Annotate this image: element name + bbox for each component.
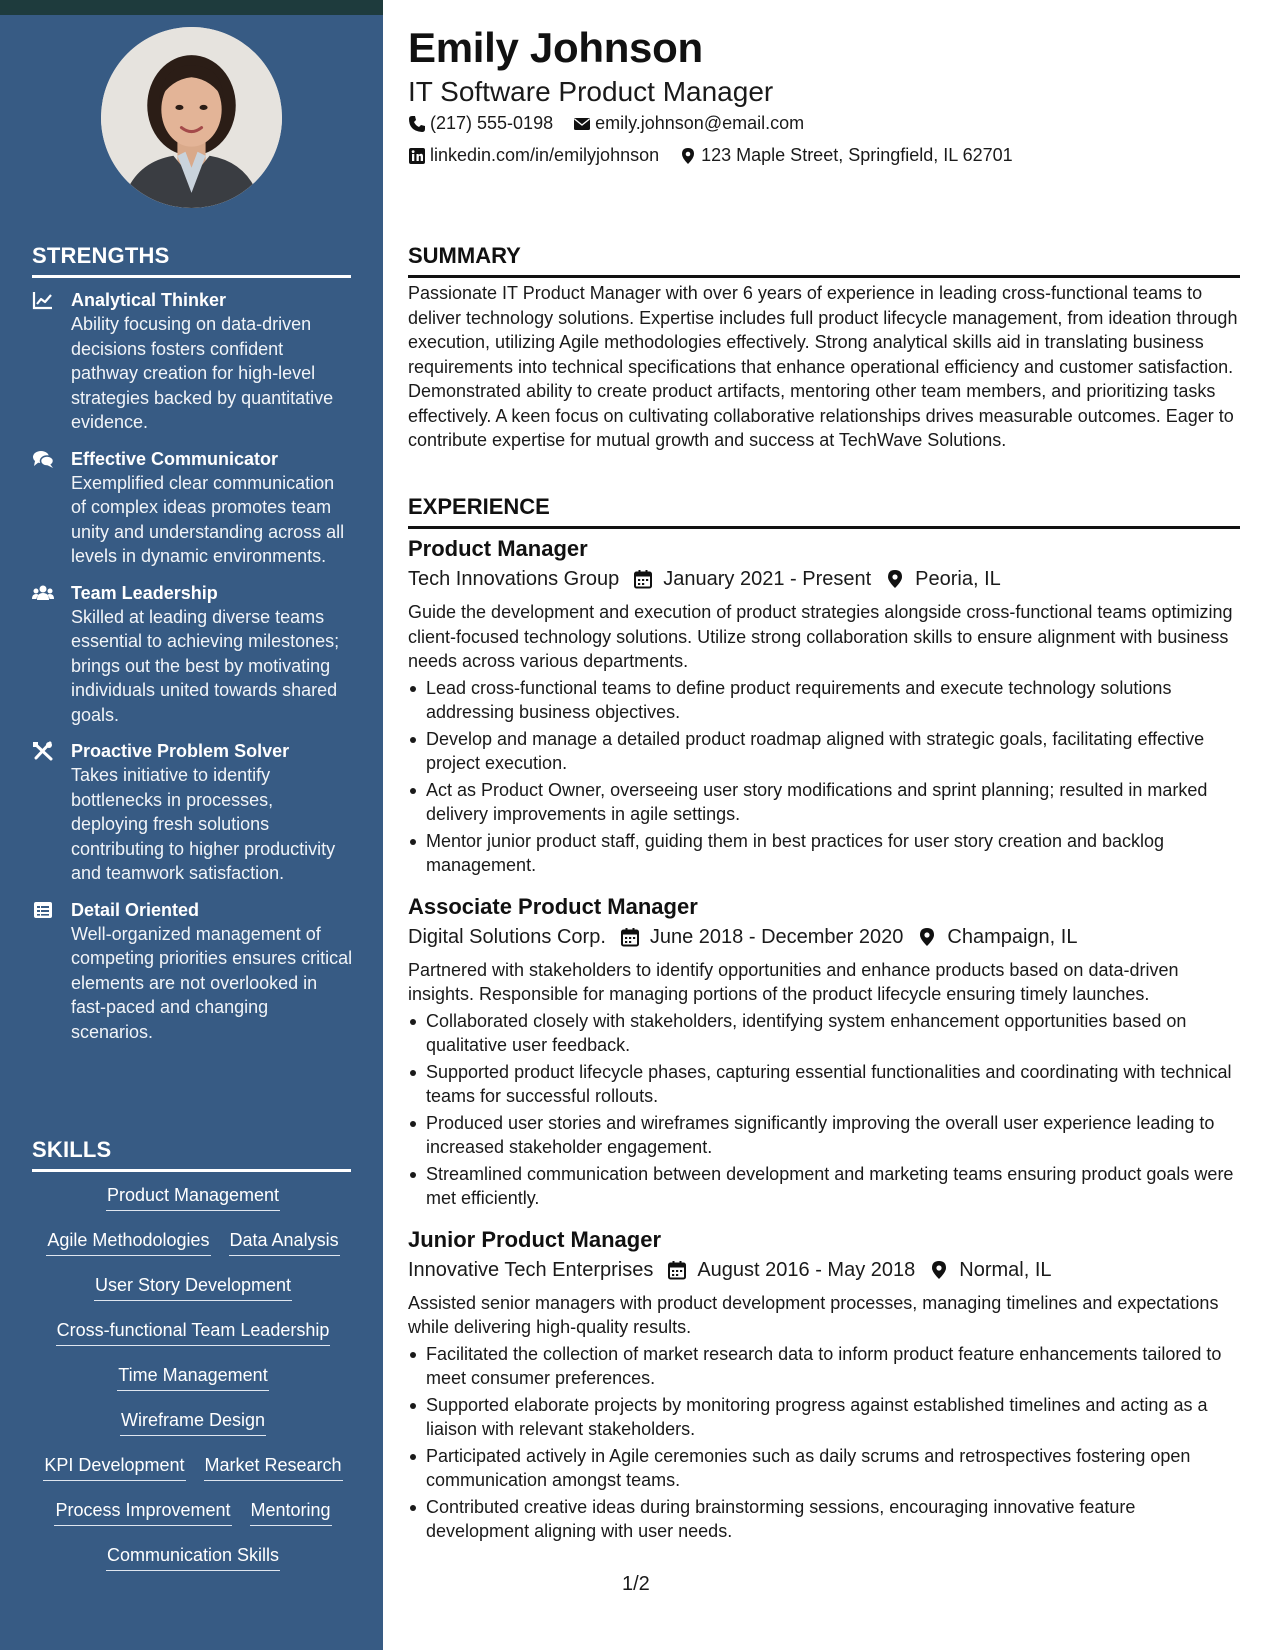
linkedin-text: linkedin.com/in/emilyjohnson (430, 145, 660, 165)
job-entry (408, 534, 1240, 878)
list-item: Supported product lifecycle phases, capturing essential functionalities and coordinating with technical teams for successful rollouts. (408, 1060, 1240, 1109)
skill-tag: KPI Development (43, 1453, 185, 1481)
job-bullets (408, 1342, 1240, 1544)
skill-tag: Wireframe Design (120, 1408, 266, 1436)
strength-title: Effective Communicator (71, 448, 279, 469)
address-text: 123 Maple Street, Springfield, IL 62701 (701, 145, 1013, 165)
users-icon (32, 583, 54, 603)
email-contact[interactable] (573, 113, 804, 134)
email-text: emily.johnson@email.com (595, 113, 805, 133)
company-name: Innovative Tech Enterprises (408, 1258, 654, 1281)
map-pin-icon (679, 147, 697, 165)
job-description: Assisted senior managers with product development processes, managing timelines and expectations while delivering high-quality results. (408, 1292, 1219, 1337)
job-dates: August 2016 - May 2018 (697, 1258, 916, 1281)
list-item: Act as Product Owner, overseeing user story modifications and sprint planning; resulted in marked delivery improvements in agile settings. (408, 778, 1240, 827)
skill-row (32, 1273, 354, 1318)
skill-row (32, 1318, 354, 1363)
strengths-list (32, 288, 354, 1056)
summary-heading: SUMMARY (408, 243, 1240, 278)
list-item: Supported elaborate projects by monitoring progress against established timelines and acting as a liaison with relevant stakeholders. (408, 1393, 1240, 1442)
skill-row (32, 1228, 354, 1273)
contact-row (408, 113, 804, 134)
job-bullets (408, 676, 1240, 878)
company-name: Digital Solutions Corp. (408, 925, 606, 948)
address-contact (679, 145, 1013, 166)
strength-description: Takes initiative to identify bottlenecks in processes, deploying fresh solutions contributing to higher productivity and teamwork satisfaction. (71, 765, 336, 883)
map-pin-icon (885, 569, 905, 589)
job-dates: June 2018 - December 2020 (649, 925, 904, 948)
list-item: Develop and manage a detailed product roadmap aligned with strategic goals, facilitating effective project execution. (408, 727, 1240, 776)
strengths-heading: STRENGTHS (32, 243, 351, 278)
strength-description: Well-organized management of competing priorities ensures critical elements are not overlooked in fast-paced and changing scenarios. (71, 923, 353, 1042)
strength-item (32, 898, 354, 1045)
job-dates: January 2021 - Present (663, 568, 872, 590)
strength-title: Analytical Thinker (71, 290, 227, 310)
job-entry (408, 1225, 1240, 1544)
summary-text: Passionate IT Product Manager with over 6 years of experience in leading cross-functional teams to deliver technology solutions. Expertise includes full product lifecycle management, from ideation through execution, utilizing Agile methodologies effectively. Strong analytical skills aid in translating business requirements into technical specifications that enhance operational efficiency and customer satisfaction. Demonstrated ability to create product artifacts, mentoring other team members, and prioritizing tasks effectively. A keen focus on cultivating collaborative relationships drives measurable outcomes. Eager to contribute expertise for mutual growth and success at TechWave Solutions. (408, 283, 1238, 450)
list-item: Participated actively in Agile ceremonies such as daily scrums and retrospectives fostering open communication amongst teams. (408, 1444, 1240, 1493)
company-name: Tech Innovations Group (408, 568, 620, 590)
chart-line-icon (32, 290, 54, 310)
skill-row (32, 1543, 354, 1588)
sidebar (0, 0, 383, 1650)
strength-item (32, 739, 354, 886)
map-pin-icon (929, 1260, 949, 1280)
candidate-name: Emily Johnson (408, 24, 703, 71)
job-meta (408, 564, 1240, 594)
skills-list (32, 1183, 354, 1588)
job-title: Junior Product Manager (408, 1226, 662, 1252)
job-location: Peoria, IL (915, 568, 1001, 590)
job-description: Partnered with stakeholders to identify opportunities and enhance products based on data-driven insights. Responsible for managing portions of the product lifecycle ensuring timely launches. (408, 959, 1179, 1004)
strength-description: Skilled at leading diverse teams essential to achieving milestones; brings out the best by motivating individuals united towards shared goals. (71, 606, 340, 725)
strength-description: Exemplified clear communication of complex ideas promotes team unity and understanding across all levels in dynamic environments. (71, 472, 345, 566)
job-description: Guide the development and execution of product strategies alongside cross-functional teams optimizing client-focused technology solutions. Utilize strong collaboration skills to ensure alignment with business needs across various departments. (408, 602, 1233, 671)
list-item: Lead cross-functional teams to define product requirements and execute technology solutions addressing business objectives. (408, 676, 1240, 725)
list-item: Contributed creative ideas during brainstorming sessions, encouraging innovative feature development aligning with user needs. (408, 1495, 1240, 1544)
skills-heading: SKILLS (32, 1137, 351, 1172)
contact-row (408, 145, 1013, 166)
skill-row (32, 1408, 354, 1453)
strength-title: Proactive Problem Solver (71, 741, 290, 761)
job-location: Champaign, IL (947, 925, 1078, 948)
job-bullets (408, 1009, 1240, 1211)
skill-tag: Process Improvement (54, 1498, 231, 1526)
linkedin-contact[interactable] (408, 145, 659, 166)
page-number: 1/2 (622, 1573, 650, 1595)
list-item: Produced user stories and wireframes significantly improving the overall user experience leading to increased stakeholder engagement. (408, 1111, 1240, 1160)
experience-heading: EXPERIENCE (408, 494, 1240, 529)
job-title: Product Manager (408, 536, 588, 561)
skill-row (32, 1183, 354, 1228)
calendar-icon (633, 569, 653, 589)
strength-item (32, 288, 354, 435)
strength-item (32, 447, 354, 569)
strength-description: Ability focusing on data-driven decisions fosters confident pathway creation for high-level strategies backed by quantitative evidence. (71, 314, 334, 432)
profile-photo (101, 27, 282, 208)
job-location: Normal, IL (959, 1258, 1052, 1281)
job-entry (408, 892, 1240, 1211)
envelope-icon (573, 115, 591, 133)
skill-tag: Time Management (117, 1363, 268, 1391)
map-pin-icon (917, 927, 937, 947)
linkedin-icon (408, 147, 426, 165)
phone-text: (217) 555-0198 (430, 113, 554, 133)
job-meta (408, 922, 1240, 952)
list-item: Collaborated closely with stakeholders, identifying system enhancement opportunities based on qualitative user feedback. (408, 1009, 1240, 1058)
experience-list (408, 534, 1240, 1558)
list-item: Mentor junior product staff, guiding them in best practices for user story creation and backlog management. (408, 829, 1240, 878)
sidebar-top-bar (0, 0, 383, 15)
skill-row (32, 1498, 354, 1543)
skill-tag: Mentoring (250, 1498, 332, 1526)
tools-icon (32, 741, 54, 761)
skill-tag: Communication Skills (106, 1543, 280, 1571)
skill-row (32, 1363, 354, 1408)
avatar (101, 27, 282, 208)
candidate-role: IT Software Product Manager (408, 76, 774, 107)
skill-tag: Product Management (106, 1183, 280, 1211)
chat-bubbles-icon (32, 449, 54, 469)
calendar-icon (667, 1260, 687, 1280)
skill-tag: Agile Methodologies (46, 1228, 210, 1256)
list-item: Facilitated the collection of market research data to inform product feature enhancements tailored to meet consumer preferences. (408, 1342, 1240, 1391)
list-item: Streamlined communication between development and marketing teams ensuring product goals were met efficiently. (408, 1162, 1240, 1211)
strength-item (32, 581, 354, 728)
phone-icon (408, 115, 426, 133)
strength-title: Detail Oriented (71, 899, 200, 920)
skill-tag: Data Analysis (229, 1228, 340, 1256)
skill-tag: Market Research (204, 1453, 343, 1481)
job-title: Associate Product Manager (408, 893, 698, 919)
calendar-icon (620, 927, 640, 947)
job-meta (408, 1255, 1240, 1285)
phone-contact[interactable] (408, 113, 553, 134)
skill-tag: Cross-functional Team Leadership (56, 1318, 331, 1346)
strength-title: Team Leadership (71, 582, 218, 603)
skill-row (32, 1453, 354, 1498)
list-icon (32, 900, 54, 920)
skill-tag: User Story Development (94, 1273, 292, 1301)
